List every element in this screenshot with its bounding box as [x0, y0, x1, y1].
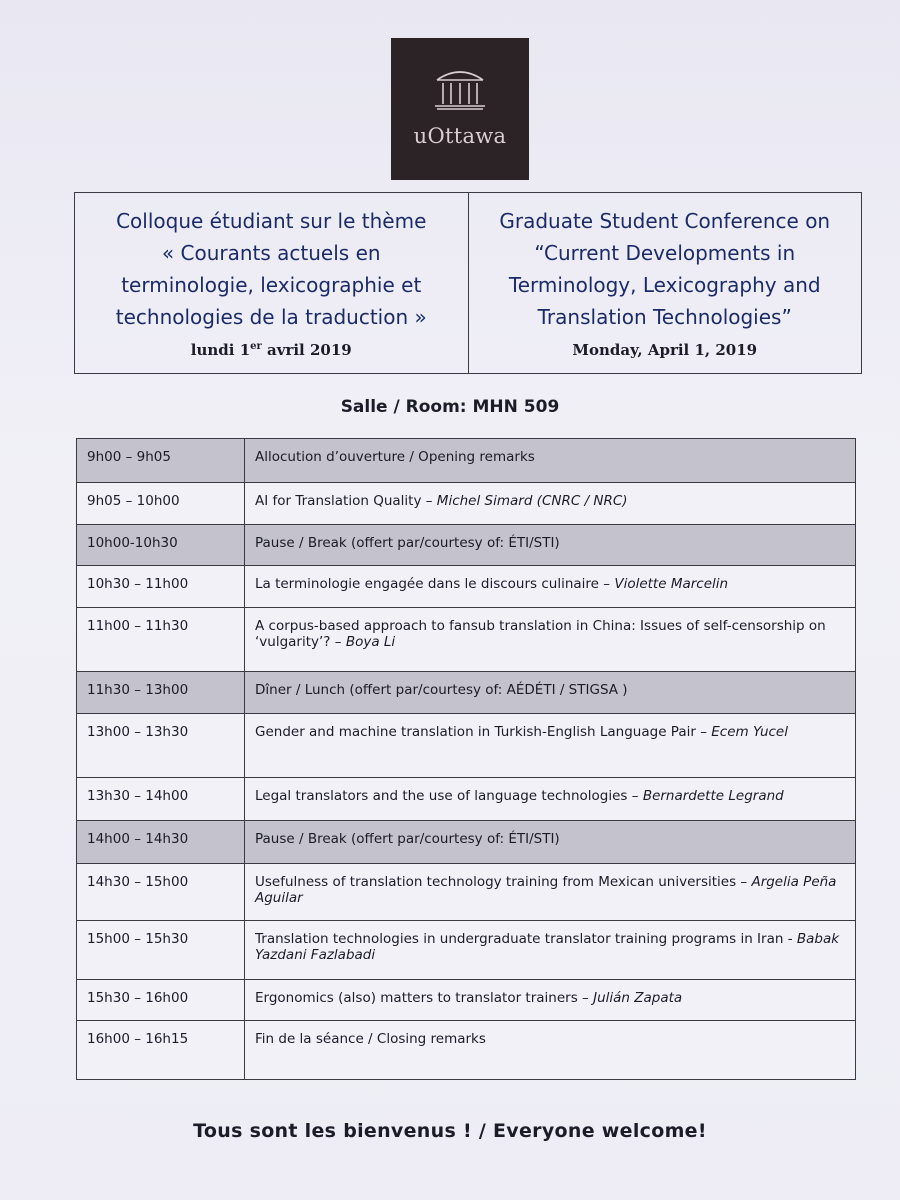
time-cell: 14h30 – 15h00 — [77, 864, 245, 921]
welcome-message: Tous sont les bienvenus ! / Everyone welcome! — [193, 1120, 707, 1142]
room-heading: Salle / Room: MHN 509 — [340, 397, 560, 417]
date-french-prefix: lundi 1 — [190, 341, 251, 359]
session-author: Argelia Peña Aguilar — [255, 874, 837, 906]
title-line: Translation Technologies” — [537, 305, 792, 329]
time-cell: 16h00 – 16h15 — [77, 1021, 245, 1080]
schedule-row — [77, 980, 856, 1021]
title-line: Colloque étudiant sur le thème — [116, 209, 427, 233]
title-line: « Courants actuels en — [161, 241, 381, 265]
session-cell — [245, 439, 856, 483]
session-cell — [245, 608, 856, 672]
time-cell: 11h00 – 11h30 — [77, 608, 245, 672]
session-title: Translation technologies in undergraduate translator training programs in Iran — [255, 931, 784, 947]
session-separator: – — [736, 874, 752, 890]
session-author: Boya Li — [345, 634, 396, 650]
schedule-row — [77, 821, 856, 864]
session-author: Michel Simard (CNRC / NRC) — [436, 493, 628, 509]
schedule-row — [77, 1021, 856, 1080]
session-title: Dîner / Lunch (offert par/courtesy of: AÉDÉTI / STIGSA ) — [255, 682, 628, 698]
title-line: technologies de la traduction » — [115, 305, 427, 329]
title-english — [468, 193, 862, 373]
title-line: “Current Developments in — [534, 241, 796, 265]
session-title: A corpus-based approach to fansub translation in China: Issues of self-censorship on ‘vulgarity’? — [255, 618, 826, 650]
time-cell: 10h00-10h30 — [77, 525, 245, 566]
session-author: Julián Zapata — [593, 990, 683, 1006]
session-title: Pause / Break (offert par/courtesy of: ÉTI/STI) — [255, 535, 560, 551]
time-cell: 15h30 – 16h00 — [77, 980, 245, 1021]
session-cell — [245, 714, 856, 778]
title-line: Graduate Student Conference on — [499, 209, 831, 233]
session-separator: – — [627, 788, 643, 804]
title-french — [75, 193, 468, 373]
session-author: Bernardette Legrand — [642, 788, 784, 804]
session-cell — [245, 525, 856, 566]
title-line: terminologie, lexicographie et — [121, 273, 422, 297]
uottawa-logo — [391, 38, 529, 180]
session-cell — [245, 821, 856, 864]
session-separator: – — [330, 634, 346, 650]
session-separator: – — [577, 990, 594, 1006]
session-cell — [245, 566, 856, 608]
time-cell: 9h05 – 10h00 — [77, 483, 245, 525]
session-title: Legal translators and the use of language technologies — [255, 788, 628, 804]
schedule-row — [77, 483, 856, 525]
schedule-row — [77, 864, 856, 921]
session-separator: - — [783, 931, 797, 947]
session-cell — [245, 1021, 856, 1080]
session-author: Ecem Yucel — [711, 724, 788, 740]
time-cell: 15h00 – 15h30 — [77, 921, 245, 980]
time-cell: 14h00 – 14h30 — [77, 821, 245, 864]
date-french — [191, 341, 352, 359]
schedule-row — [77, 525, 856, 566]
schedule-row — [77, 566, 856, 608]
time-cell: 10h30 – 11h00 — [77, 566, 245, 608]
session-title: Pause / Break (offert par/courtesy of: ÉTI/STI) — [255, 831, 560, 847]
title-french-lines — [116, 205, 427, 333]
date-english: Monday, April 1, 2019 — [572, 341, 758, 359]
schedule-row — [77, 608, 856, 672]
session-cell — [245, 864, 856, 921]
session-separator: – — [598, 576, 615, 592]
building-icon — [433, 66, 487, 110]
logo-text: uOttawa — [413, 124, 507, 148]
date-french-sup: er — [250, 341, 262, 352]
session-title: Usefulness of translation technology training from Mexican universities — [255, 874, 737, 890]
session-separator: – — [695, 724, 712, 740]
session-title: AI for Translation Quality — [255, 493, 422, 509]
session-cell — [245, 980, 856, 1021]
schedule-row — [77, 778, 856, 821]
session-cell — [245, 672, 856, 714]
session-cell — [245, 778, 856, 821]
session-cell — [245, 483, 856, 525]
session-author: Babak Yazdani Fazlabadi — [255, 931, 840, 963]
session-title: La terminologie engagée dans le discours culinaire — [255, 576, 599, 592]
time-cell: 9h00 – 9h05 — [77, 439, 245, 483]
schedule-row — [77, 439, 856, 483]
title-line: Terminology, Lexicography and — [508, 273, 821, 297]
schedule-row — [77, 672, 856, 714]
time-cell: 11h30 – 13h00 — [77, 672, 245, 714]
time-cell: 13h00 – 13h30 — [77, 714, 245, 778]
session-title: Gender and machine translation in Turkish-English Language Pair — [255, 724, 696, 740]
schedule-row — [77, 714, 856, 778]
conference-title-box — [74, 192, 862, 374]
session-author: Violette Marcelin — [614, 576, 729, 592]
title-english-lines — [499, 205, 830, 333]
session-title: Allocution d’ouverture / Opening remarks — [255, 449, 535, 465]
session-cell — [245, 921, 856, 980]
schedule-table — [76, 438, 856, 1080]
session-title: Fin de la séance / Closing remarks — [255, 1031, 486, 1047]
schedule-row — [77, 921, 856, 980]
session-title: Ergonomics (also) matters to translator trainers — [255, 990, 578, 1006]
date-french-suffix: avril 2019 — [261, 341, 352, 359]
session-separator: – — [421, 493, 437, 509]
time-cell: 13h30 – 14h00 — [77, 778, 245, 821]
